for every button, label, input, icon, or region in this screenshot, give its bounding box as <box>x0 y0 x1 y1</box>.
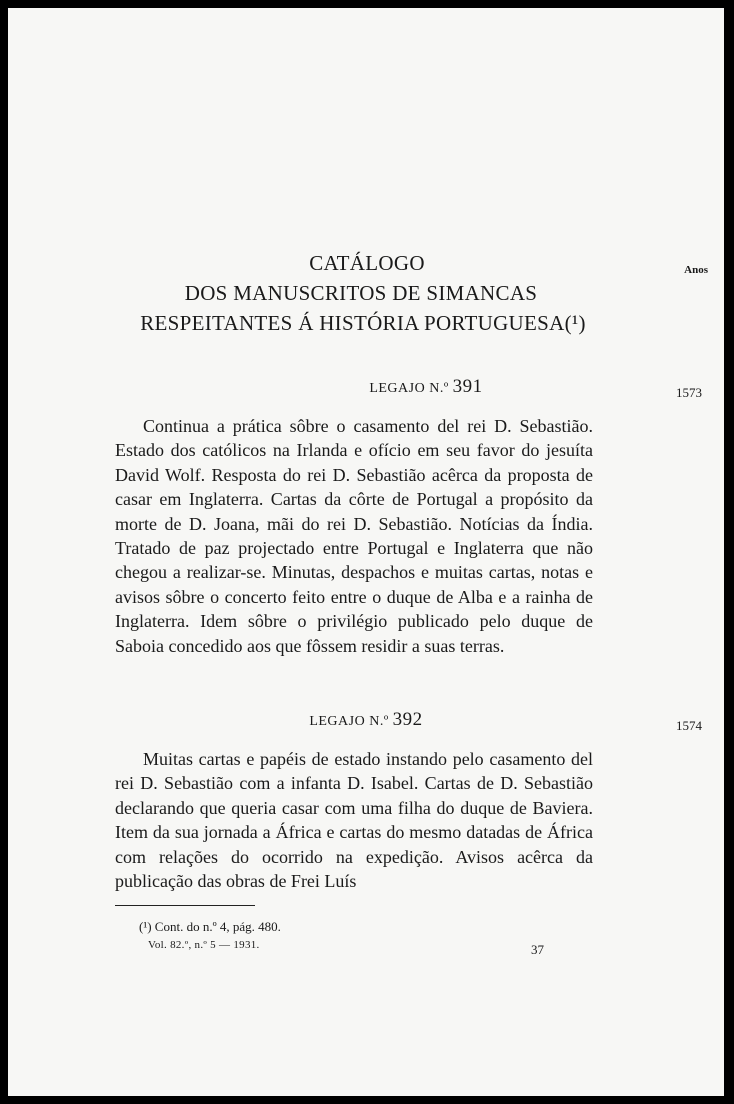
year-label: 1573 <box>676 385 702 400</box>
years-column-heading: Anos <box>684 264 708 276</box>
legajo-number: 391 <box>452 376 483 397</box>
year-label: 1574 <box>676 718 702 733</box>
document-page <box>8 8 724 1096</box>
legajo-heading <box>68 376 724 398</box>
legajo-label: LEGAJO N.º <box>369 381 449 396</box>
footnote-divider <box>115 905 255 906</box>
page-title <box>8 248 724 338</box>
section-paragraph: Continua a prática sôbre o casamento del rei D. Sebastião. Estado dos católicos na Irlanda e ofício em seu favor do jesuíta David Wolf. Resposta do rei D. Sebastião acêrca da proposta de casar em Inglaterra. Cartas da côrte de Portugal a propósito da morte de D. Joana, mãi do rei D. Sebastião. Notícias da Índia. Tratado de paz projectado entre Portugal e Inglaterra que não chegou a realizar-se. Minutas, despachos e muitas cartas, notas e avisos sôbre o concerto feito entre o duque de Alba e a rainha de Inglaterra. Idem sôbre o privilégio publicado pelo duque de Saboia concedido aos que fôssem residir a suas terras. <box>115 416 593 656</box>
legajo-label: LEGAJO N.º <box>309 714 389 729</box>
title-footnote-ref: (¹) <box>564 311 586 335</box>
legajo-heading <box>8 709 724 731</box>
page-number: 37 <box>531 942 544 957</box>
title-line-2: DOS MANUSCRITOS DE SIMANCAS <box>184 281 538 305</box>
volume-line: Vol. 82.º, n.º 5 — 1931. <box>148 939 260 951</box>
title-line-3-text: RESPEITANTES Á HISTÓRIA PORTUGUESA <box>140 311 565 335</box>
legajo-number: 392 <box>392 709 423 730</box>
title-line-1: CATÁLOGO <box>309 251 425 275</box>
section-paragraph: Muitas cartas e papéis de estado instando pelo casamento del rei D. Sebastião com a infanta D. Isabel. Cartas de D. Sebastião declarando que queria casar com uma filha do duque de Baviera. Item da sua jornada a África e cartas do mesmo datadas de África com relações do ocorrido na expedição. Avisos acêrca da publicação das obras de Frei Luís <box>115 749 593 892</box>
title-line-3 <box>8 308 724 338</box>
footnote: (¹) Cont. do n.º 4, pág. 480. <box>139 919 281 934</box>
